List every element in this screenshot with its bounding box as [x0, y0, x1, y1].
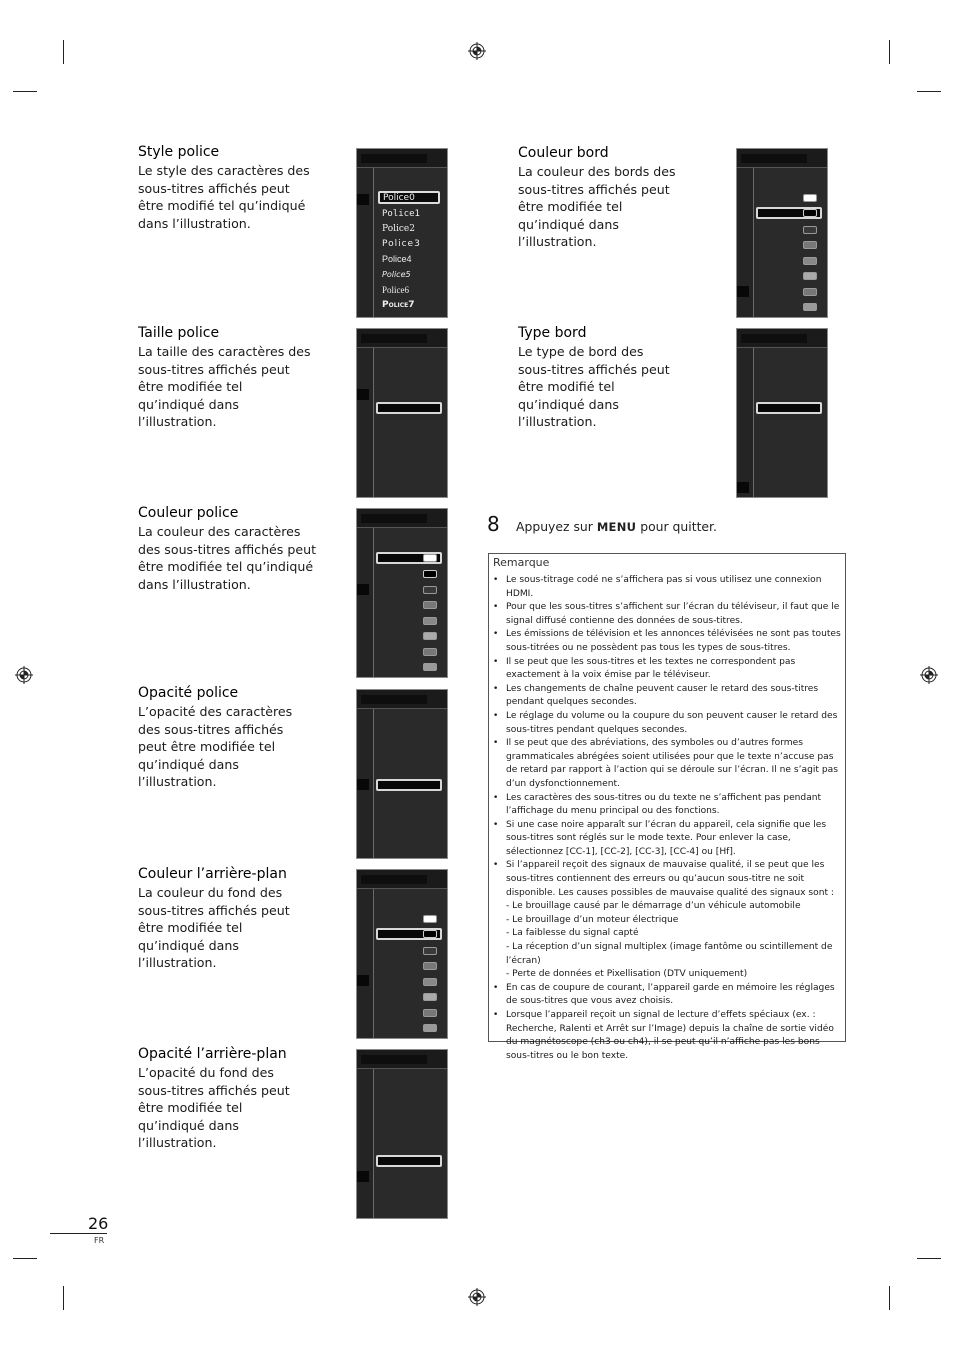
tv-screen-edge-color: [736, 148, 828, 318]
crop-mark: [917, 1258, 941, 1259]
font-option: Police6: [382, 285, 409, 295]
tv-screen-background-color: [356, 869, 448, 1039]
section-description: L’opacité des caractères des sous-titres affichés peut être modifiée tel qu’indiqué dans l’illustration.: [138, 704, 293, 790]
color-swatch: [803, 194, 817, 202]
color-swatch: [423, 601, 437, 609]
page-number: 26: [88, 1214, 109, 1233]
crop-mark: [63, 1286, 64, 1310]
registration-mark-icon: [15, 666, 33, 684]
crop-mark: [889, 40, 890, 64]
step-number: 8: [487, 512, 500, 536]
section-title: Couleur l’arrière-plan: [138, 866, 287, 882]
section-title: Couleur bord: [518, 145, 609, 161]
step-instruction: Appuyez sur MENU pour quitter.: [516, 519, 717, 534]
color-swatch: [423, 993, 437, 1001]
registration-mark-icon: [468, 1288, 486, 1306]
crop-mark: [917, 91, 941, 92]
crop-mark: [13, 91, 37, 92]
color-swatch: [423, 570, 437, 578]
color-swatch: [423, 1024, 437, 1032]
section-description: L’opacité du fond des sous-titres affichés peut être modifiée tel qu’indiqué dans l’illustration.: [138, 1065, 290, 1151]
color-swatch: [423, 586, 437, 594]
list-item: • Le réglage du volume ou la coupure du son peuvent causer le retard des sous-titres pendant quelques secondes.: [505, 710, 841, 737]
crop-mark: [13, 1258, 37, 1259]
section-description: Le type de bord des sous-titres affichés peut être modifié tel qu’indiqué dans l’illustration.: [518, 344, 670, 430]
section-description: La couleur des caractères des sous-titres affichés peut être modifiée tel qu’indiqué dans l’illustration.: [138, 524, 317, 592]
tv-screen-font-size: [356, 328, 448, 498]
note-box: [488, 553, 846, 1061]
color-swatch: [423, 915, 437, 923]
cause-item: - Perte de données et Pixellisation (DTV uniquement): [506, 969, 748, 980]
font-option: Police7: [382, 300, 415, 310]
font-option: Police3: [382, 239, 421, 249]
crop-mark: [889, 1286, 890, 1310]
list-item: • Il se peut que des abréviations, des symboles ou d’autres formes grammaticales abrégées soient utilisées pour que le texte n’accuse pas de retard par rapport à l’action qui se déroule sur l’écran. Il ne s’agit pas d’un dysfonctionnement.: [505, 737, 841, 791]
list-item: • Si l’appareil reçoit des signaux de mauvaise qualité, il se peut que les sous-titres contiennent des erreurs ou qu’aucun sous-titre ne soit disponible. Les causes possibles de mauvaise qualité des signaux sont : - Le brouillage causé par le démarrage d’un véhicule automobile - Le brouillage d’un moteur électrique - La faiblesse du signal capté - La réception d’un signal multiplex (image fantôme ou scintillement de l’écran) - Perte de données et Pixellisation (DTV uniquement): [505, 859, 841, 981]
color-swatch: [423, 930, 437, 938]
cause-item: - La faiblesse du signal capté: [506, 928, 639, 939]
list-item: • Lorsque l’appareil reçoit un signal de lecture d’effets spéciaux (ex. : Recherche, Ralenti et Arrêt sur l’Image) depuis la chaîne de sortie vidéo du magnétoscope (ch3 ou ch4), il se peut qu’il n’affiche pas les bons sous-titres ou le bon texte.: [505, 1009, 841, 1063]
font-option: Police2: [382, 224, 415, 234]
section-description: Le style des caractères des sous-titres affichés peut être modifié tel qu’indiqué dans l’illustration.: [138, 163, 310, 231]
color-swatch: [423, 1009, 437, 1017]
list-item: • Le sous-titrage codé ne s’affichera pas si vous utilisez une connexion HDMI.: [505, 574, 841, 601]
language-code: FR: [94, 1236, 105, 1245]
color-swatch: [423, 947, 437, 955]
list-item: • Les émissions de télévision et les annonces télévisées ne sont pas toutes sous-titrées ou ne possèdent pas tous les types de sous-titres.: [505, 628, 841, 655]
color-swatch: [423, 648, 437, 656]
registration-mark-icon: [468, 42, 486, 60]
font-option: Police1: [382, 209, 420, 219]
color-swatch: [803, 226, 817, 234]
section-description: La taille des caractères des sous-titres affichés peut être modifiée tel qu’indiqué dans l’illustration.: [138, 344, 311, 430]
section-title: Taille police: [138, 325, 220, 341]
divider: [50, 1233, 107, 1234]
section-title: Type bord: [518, 325, 587, 341]
tv-screen-font-color: [356, 508, 448, 678]
cause-item: - Le brouillage d’un moteur électrique: [506, 914, 679, 925]
crop-mark: [63, 40, 64, 64]
section-title: Style police: [138, 144, 220, 160]
tv-screen-background-opacity: [356, 1049, 448, 1219]
color-swatch: [803, 303, 817, 311]
list-item: • Les caractères des sous-titres ou du texte ne s’affichent pas pendant l’affichage du menu principal ou des fonctions.: [505, 792, 841, 819]
section-title: Opacité police: [138, 685, 239, 701]
cause-item: - La réception d’un signal multiplex (image fantôme ou scintillement de l’écran): [506, 942, 833, 966]
list-item: • En cas de coupure de courant, l’appareil garde en mémoire les réglages de sous-titres que vous avez choisis.: [505, 982, 841, 1009]
font-option: Police0: [378, 191, 440, 204]
color-swatch: [803, 257, 817, 265]
section-description: La couleur des bords des sous-titres affichés peut être modifiée tel qu’indiqué dans l’illustration.: [518, 164, 676, 250]
section-title: Couleur police: [138, 505, 239, 521]
color-swatch: [803, 209, 817, 217]
color-swatch: [423, 632, 437, 640]
list-item: • Il se peut que les sous-titres et les textes ne correspondent pas exactement à la voix émise par le téléviseur.: [505, 656, 841, 683]
color-swatch: [423, 962, 437, 970]
list-item: • Pour que les sous-titres s’affichent sur l’écran du téléviseur, il faut que le signal diffusé contienne des données de sous-titres.: [505, 601, 841, 628]
font-option: Police4: [382, 254, 412, 264]
tv-screen-edge-type: [736, 328, 828, 498]
color-swatch: [423, 617, 437, 625]
tv-screen-font-style: [356, 148, 448, 318]
cause-item: - Le brouillage causé par le démarrage d’un véhicule automobile: [506, 901, 801, 912]
font-option: Police5: [382, 270, 411, 279]
color-swatch: [803, 272, 817, 280]
list-item: • Si une case noire apparaît sur l’écran du appareil, cela signifie que les sous-titres sont réglés sur le mode texte. Pour enlever la case, sélectionnez [CC-1], [CC-2], [CC-3], [CC-4] ou [Hf].: [505, 819, 841, 860]
note-title: Remarque: [493, 556, 550, 569]
section-description: La couleur du fond des sous-titres affichés peut être modifiée tel qu’indiqué dans l’illustration.: [138, 885, 290, 971]
color-swatch: [423, 554, 437, 562]
color-swatch: [803, 288, 817, 296]
color-swatch: [423, 663, 437, 671]
color-swatch: [803, 241, 817, 249]
note-list: [489, 574, 841, 1063]
menu-key: MENU: [596, 520, 637, 534]
list-item: • Les changements de chaîne peuvent causer le retard des sous-titres pendant quelques secondes.: [505, 683, 841, 710]
color-swatch: [423, 978, 437, 986]
registration-mark-icon: [920, 666, 938, 684]
section-title: Opacité l’arrière-plan: [138, 1046, 287, 1062]
tv-screen-font-opacity: [356, 689, 448, 859]
